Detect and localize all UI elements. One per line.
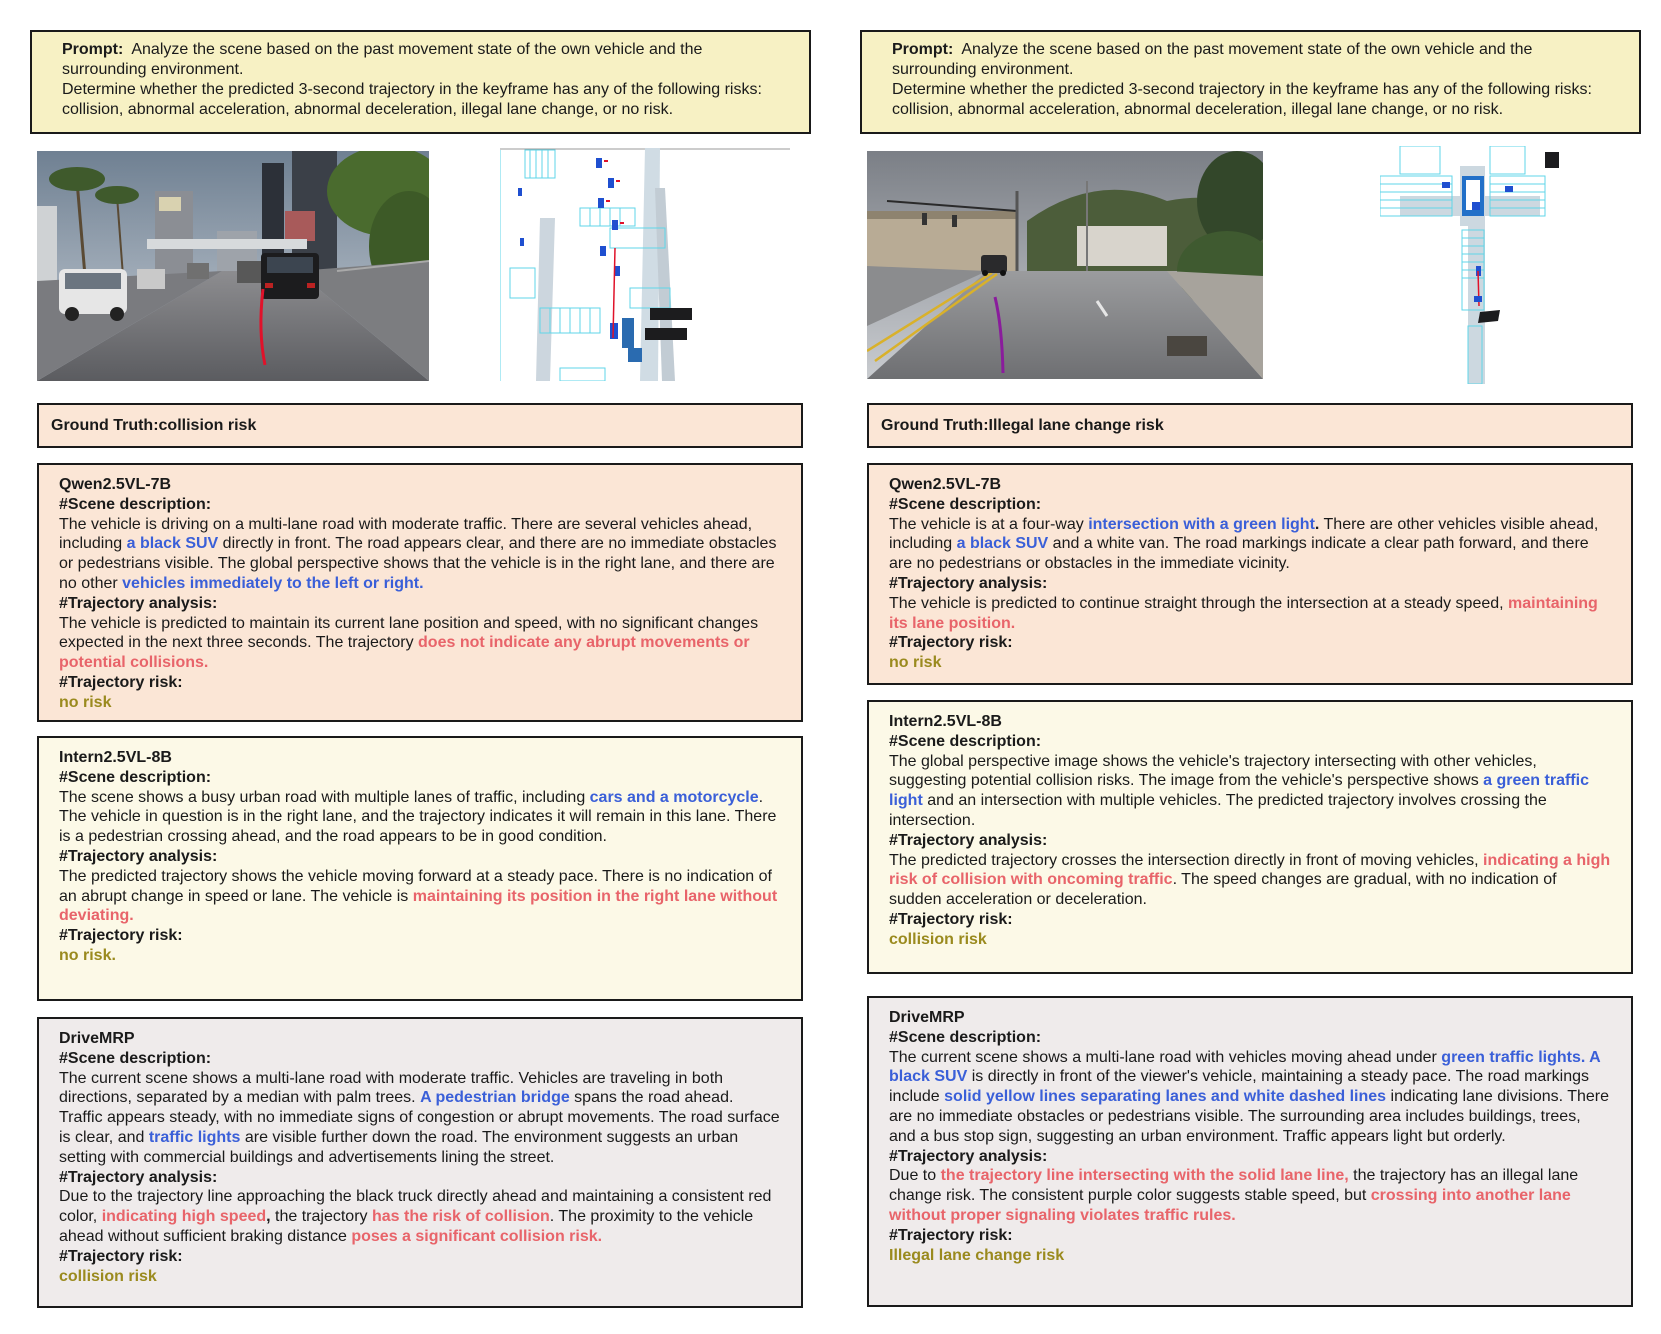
scene-text (59, 788, 781, 847)
risk-heading: #Trajectory risk: (59, 927, 183, 945)
text-segment: Due to (889, 1167, 941, 1185)
risk-value: collision risk (889, 930, 987, 948)
response-box-qwen-right (867, 463, 1633, 685)
text-segment: . (1314, 515, 1320, 533)
text-segment: the trajectory has an illegal lane change risk. The consistent purple color suggests stable speed, but (889, 1167, 1579, 1205)
trajectory-text (889, 594, 1611, 634)
model-name: DriveMRP (59, 1030, 135, 1047)
risk-value: collision risk (59, 1267, 157, 1285)
highlight-blue: traffic lights (148, 1128, 241, 1146)
text-segment: The global perspective image shows the vehicle's trajectory intersecting with other vehicles, suggesting potential collision risks. The image from the vehicle's perspective shows (889, 752, 1537, 790)
trajectory-heading: #Trajectory analysis: (889, 1147, 1048, 1165)
risk-value: no risk (889, 654, 942, 672)
text-segment: The scene shows a busy urban road with multiple lanes of traffic, including (59, 788, 590, 806)
text-segment: The vehicle is predicted to continue straight through the intersection at a steady speed, (889, 594, 1509, 612)
text-segment: There are other vehicles visible ahead, including (889, 515, 1599, 553)
prompt-line-1 (62, 40, 779, 80)
text-segment: The vehicle is predicted to maintain its current lane position and speed, with no significant changes expected in the next three seconds. The trajectory (59, 614, 759, 652)
response-box-qwen-left (37, 463, 803, 722)
prompt-box-left (30, 30, 811, 134)
highlight-blue: a black SUV (956, 535, 1049, 553)
highlight-blue: solid yellow lines separating lanes and white dashed lines (944, 1088, 1387, 1106)
text-segment: is directly in front of the viewer's vehicle, maintaining a steady pace. The road markings include (889, 1068, 1589, 1106)
highlight-blue: cars and a motorcycle (589, 788, 759, 806)
highlight-red: indicating high speed (101, 1208, 267, 1226)
text-segment: The vehicle is at a four-way (889, 515, 1089, 533)
scene-heading: #Scene description: (889, 732, 1042, 750)
risk-heading: #Trajectory risk: (59, 673, 183, 691)
highlight-blue: green traffic lights. A black SUV (889, 1048, 1601, 1086)
risk-value: no risk. (59, 946, 116, 964)
text-segment: , (266, 1208, 271, 1226)
response-box-intern-left (37, 736, 803, 1001)
camera-photo-right (867, 151, 1263, 379)
response-box-drivemrp-left (37, 1017, 803, 1308)
bev-map-left (500, 148, 790, 381)
highlight-blue: A pedestrian bridge (420, 1089, 570, 1107)
risk-heading: #Trajectory risk: (889, 910, 1013, 928)
trajectory-heading: #Trajectory analysis: (889, 574, 1048, 592)
text-segment: The predicted trajectory crosses the intersection directly in front of moving vehicles, (889, 851, 1484, 869)
scene-heading: #Scene description: (59, 1049, 212, 1067)
highlight-red: poses a significant collision risk. (351, 1227, 603, 1245)
highlight-red: maintaining its position in the right lane without deviating. (59, 887, 778, 925)
prompt-label: Prompt: (892, 41, 954, 58)
text-segment: directly in front. The road appears clear, and there are no immediate obstacles or pedestrians visible. The global perspective shows that the vehicle is in the right lane, and there are no other (59, 535, 777, 592)
response-box-intern-right (867, 700, 1633, 974)
prompt-line-2: Determine whether the predicted 3-second trajectory in the keyframe has any of the following risks: collision, abnormal acceleration, abnormal deceleration, illegal lane change, or no risk. (892, 81, 1592, 118)
trajectory-heading: #Trajectory analysis: (59, 847, 218, 865)
text-segment: indicating lane divisions. There are no immediate obstacles or pedestrians visible. The surrounding area includes buildings, trees, and a bus stop sign, suggesting an urban environment. Traffic appears light but orderly. (889, 1088, 1610, 1145)
trajectory-heading: #Trajectory analysis: (59, 1168, 218, 1186)
model-name: Intern2.5VL-8B (889, 713, 1002, 730)
trajectory-text (59, 1187, 781, 1246)
highlight-blue: a green traffic light (889, 772, 1589, 810)
text-segment: The current scene shows a multi-lane road with vehicles moving ahead under (889, 1048, 1442, 1066)
model-name: Qwen2.5VL-7B (889, 476, 1002, 493)
trajectory-text (59, 867, 781, 926)
trajectory-text (59, 614, 781, 673)
highlight-blue: a black SUV (126, 535, 219, 553)
ground-truth-right (867, 403, 1633, 448)
text-segment: spans the road ahead. Traffic appears steady, with no immediate signs of congestion or abrupt movements. The road surface is clear, and (59, 1089, 780, 1146)
prompt-box-right (860, 30, 1641, 134)
scene-text (889, 752, 1611, 831)
risk-heading: #Trajectory risk: (59, 1247, 183, 1265)
highlight-blue: intersection with a green light (1088, 515, 1315, 533)
prompt-text: Analyze the scene based on the past movement state of the own vehicle and the surrounding environment. (62, 41, 703, 78)
highlight-red: has the risk of collision (371, 1208, 550, 1226)
risk-heading: #Trajectory risk: (889, 634, 1013, 652)
text-segment: are visible further down the road. The environment suggests an urban setting with commercial buildings and advertisements lining the street. (59, 1128, 739, 1166)
prompt-line-1 (892, 40, 1609, 80)
text-segment: . The proximity to the vehicle ahead without sufficient braking distance (59, 1208, 754, 1245)
highlight-red: does not indicate any abrupt movements or potential collisions. (59, 634, 750, 672)
text-segment: and a white van. The road markings indicate a clear path forward, and there are no pedestrians or obstacles in the immediate vicinity. (889, 535, 1589, 573)
prompt-label: Prompt: (62, 41, 124, 58)
trajectory-text (889, 1166, 1611, 1225)
text-segment: Due to the trajectory line approaching the black truck directly ahead and maintaining a consistent red color, (59, 1188, 772, 1226)
scene-heading: #Scene description: (889, 1028, 1042, 1046)
scene-heading: #Scene description: (59, 768, 212, 786)
model-name: DriveMRP (889, 1009, 965, 1026)
text-segment: the trajectory (270, 1208, 372, 1226)
scene-text (59, 1069, 781, 1168)
scene-heading: #Scene description: (889, 495, 1042, 513)
scene-text (889, 515, 1611, 574)
text-segment: . The speed changes are gradual, with no indication of sudden acceleration or deceleration. (889, 871, 1557, 909)
prompt-line-2: Determine whether the predicted 3-second trajectory in the keyframe has any of the following risks: collision, abnormal acceleration, abnormal deceleration, illegal lane change, or no risk. (62, 81, 762, 118)
ground-truth-text: Ground Truth:collision risk (51, 416, 257, 434)
ground-truth-text: Ground Truth:Illegal lane change risk (881, 416, 1164, 434)
scene-text (59, 515, 781, 594)
model-name: Qwen2.5VL-7B (59, 476, 172, 493)
prompt-text: Analyze the scene based on the past movement state of the own vehicle and the surrounding environment. (892, 41, 1533, 78)
camera-photo-left (37, 151, 429, 381)
risk-value: no risk (59, 693, 112, 711)
scene-text (889, 1048, 1611, 1147)
risk-heading: #Trajectory risk: (889, 1226, 1013, 1244)
bev-map-right (1380, 146, 1580, 384)
text-segment: The vehicle is driving on a multi-lane road with moderate traffic. There are several vehicles ahead, including (59, 515, 753, 553)
text-segment: and an intersection with multiple vehicles. The predicted trajectory involves crossing the intersection. (889, 792, 1547, 829)
scene-heading: #Scene description: (59, 495, 212, 513)
trajectory-heading: #Trajectory analysis: (59, 594, 218, 612)
highlight-red: maintaining its lane position. (889, 594, 1598, 632)
ground-truth-left (37, 403, 803, 448)
model-name: Intern2.5VL-8B (59, 749, 172, 766)
trajectory-text (889, 851, 1611, 910)
highlight-red: indicating a high risk of collision with oncoming traffic (889, 851, 1611, 889)
text-segment: . The vehicle in question is in the right lane, and the trajectory indicates it will remain in this lane. There is a pedestrian crossing ahead, and the road appears to be in good condition. (59, 788, 777, 846)
trajectory-heading: #Trajectory analysis: (889, 831, 1048, 849)
text-segment: The predicted trajectory shows the vehicle moving forward at a steady pace. There is no indication of an abrupt change in speed or lane. The vehicle is (59, 867, 772, 905)
text-segment: The current scene shows a multi-lane road with moderate traffic. Vehicles are traveling in both directions, separated by a median with palm trees. (59, 1069, 724, 1107)
highlight-red: the trajectory line intersecting with the solid lane line, (940, 1167, 1349, 1185)
risk-value: Illegal lane change risk (889, 1246, 1065, 1264)
response-box-drivemrp-right (867, 996, 1633, 1307)
highlight-blue: vehicles immediately to the left or right. (122, 574, 424, 592)
highlight-red: crossing into another lane without proper signaling violates traffic rules. (889, 1187, 1571, 1224)
